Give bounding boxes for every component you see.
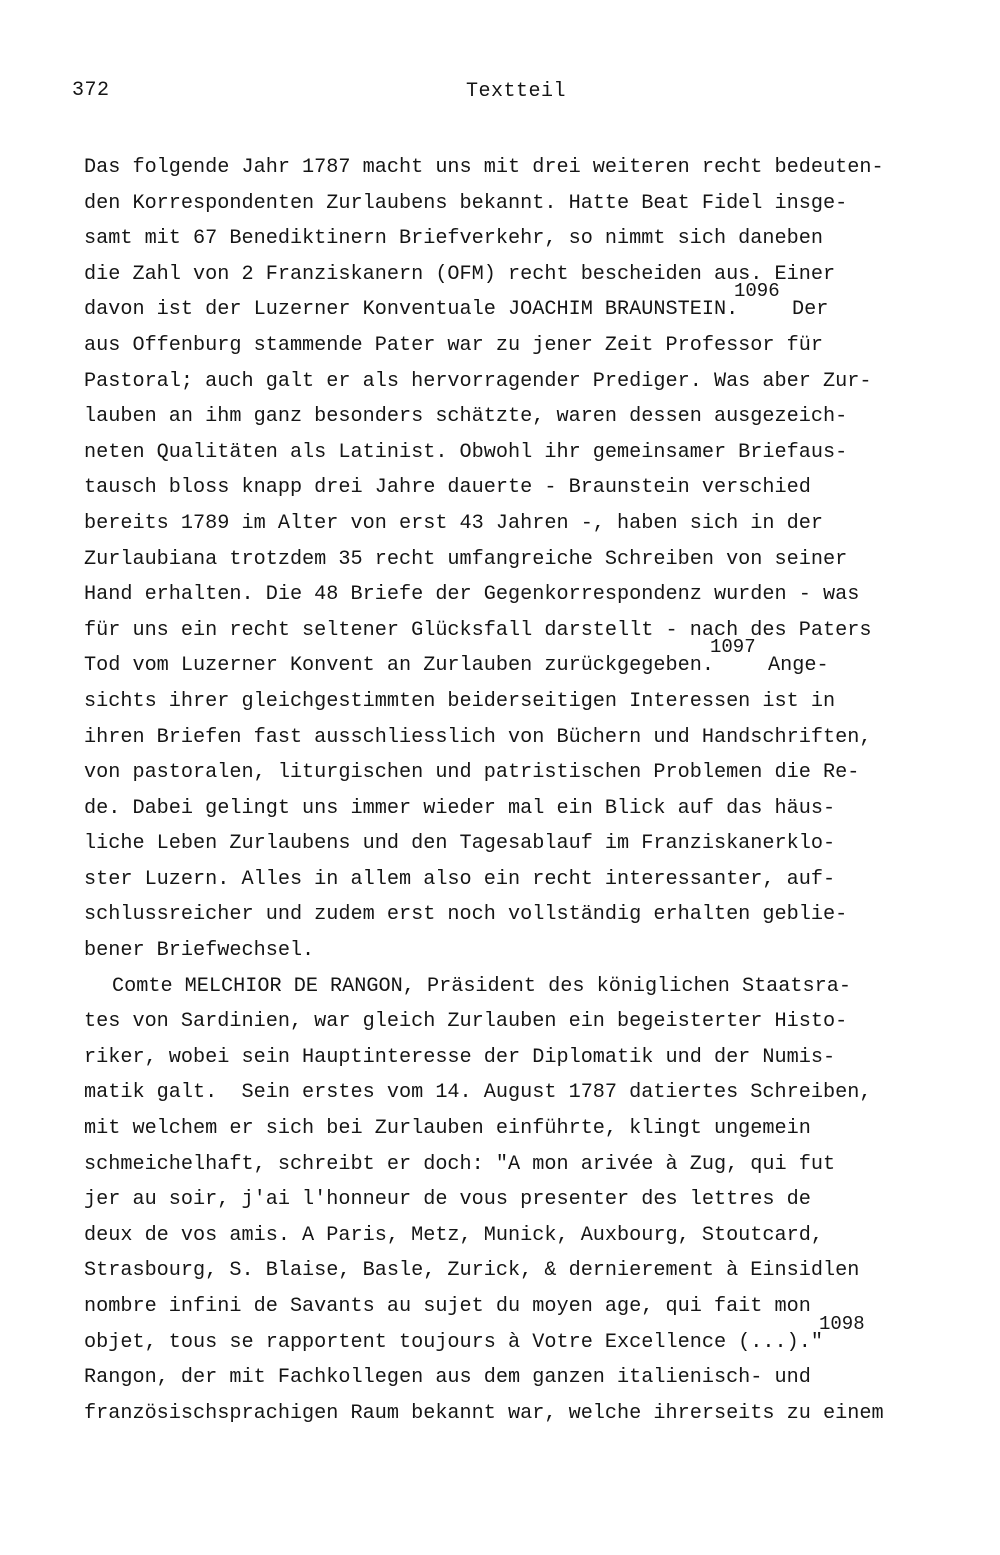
text-line xyxy=(84,720,984,756)
line-text: nombre infini de Savants au sujet du moyen age, qui fait mon xyxy=(84,1295,811,1318)
line-text-after-footnote: Ange- xyxy=(768,654,829,678)
page-number: 372 xyxy=(72,79,110,102)
line-text: ster Luzern. Alles in allem also ein recht interessanter, auf- xyxy=(84,867,836,891)
line-text: ihren Briefen fast ausschliesslich von Büchern und Handschriften, xyxy=(84,725,872,749)
text-line xyxy=(84,1004,984,1040)
text-line xyxy=(84,364,984,400)
line-text: objet, tous se rapportent toujours à Votre Excellence (...)." xyxy=(84,1330,823,1354)
line-text: die Zahl von 2 Franziskanern (OFM) recht bescheiden aus. Einer xyxy=(84,262,836,286)
text-line xyxy=(84,328,984,364)
line-text: deux de vos amis. A Paris, Metz, Munick, Auxbourg, Stoutcard, xyxy=(84,1223,823,1247)
line-text: für uns ein recht seltener Glücksfall darstellt - nach des Paters xyxy=(84,618,872,642)
text-line xyxy=(84,221,984,257)
text-line xyxy=(84,150,984,186)
text-line xyxy=(84,506,984,542)
line-text: Comte MELCHIOR DE RANGON, Präsident des königlichen Staatsra- xyxy=(112,974,851,998)
text-line xyxy=(84,577,984,613)
running-head: Textteil xyxy=(466,80,567,103)
text-line xyxy=(84,1182,984,1218)
line-text: mit welchem er sich bei Zurlauben einführte, klingt ungemein xyxy=(84,1117,811,1141)
line-text: schlussreicher und zudem erst noch vollständig erhalten geblie- xyxy=(84,903,848,927)
text-line xyxy=(84,1396,984,1432)
line-text: französischsprachigen Raum bekannt war, welche ihrerseits zu einem xyxy=(84,1401,884,1425)
text-line xyxy=(84,1218,984,1254)
text-line xyxy=(84,1312,984,1361)
text-line xyxy=(84,791,984,827)
text-line xyxy=(84,435,984,471)
text-line xyxy=(84,862,984,898)
line-text: lauben an ihm ganz besonders schätzte, waren dessen ausgezeich- xyxy=(84,405,848,429)
line-text: Das folgende Jahr 1787 macht uns mit drei weiteren recht bedeuten- xyxy=(84,156,884,179)
line-text: samt mit 67 Benediktinern Briefverkehr, so nimmt sich daneben xyxy=(84,227,823,251)
line-text: tes von Sardinien, war gleich Zurlauben ein begeisterter Histo- xyxy=(84,1010,848,1034)
text-line xyxy=(84,826,984,862)
text-line xyxy=(84,1111,984,1147)
text-line xyxy=(84,969,984,1005)
line-text: bereits 1789 im Alter von erst 43 Jahren -, haben sich in der xyxy=(84,511,823,535)
line-text: matik galt. Sein erstes vom 14. August 1787 datiertes Schreiben, xyxy=(84,1081,872,1105)
text-line xyxy=(84,755,984,791)
body-text xyxy=(84,150,984,1431)
line-text: den Korrespondenten Zurlaubens bekannt. Hatte Beat Fidel insge- xyxy=(84,191,848,215)
line-text: davon ist der Luzerner Konventuale JOACHIM BRAUNSTEIN. xyxy=(84,298,739,322)
text-line xyxy=(84,542,984,578)
line-text: Tod vom Luzerner Konvent an Zurlauben zurückgegeben. xyxy=(84,654,714,678)
line-text: aus Offenburg stammende Pater war zu jener Zeit Professor für xyxy=(84,333,823,357)
line-text: liche Leben Zurlaubens und den Tagesablauf im Franziskanerklo- xyxy=(84,832,836,856)
line-text: tausch bloss knapp drei Jahre dauerte - Braunstein verschied xyxy=(84,476,811,500)
text-line xyxy=(84,186,984,222)
text-line xyxy=(84,1040,984,1076)
line-text: von pastoralen, liturgischen und patristischen Problemen die Re- xyxy=(84,761,860,785)
text-line xyxy=(84,280,984,328)
text-line xyxy=(84,1147,984,1183)
text-line xyxy=(84,399,984,435)
footnote-reference: 1098 xyxy=(819,1312,865,1335)
footnote-reference: 1096 xyxy=(734,280,780,303)
text-line xyxy=(84,897,984,933)
text-line xyxy=(84,470,984,506)
line-text: bener Briefwechsel. xyxy=(84,939,315,963)
line-text: Strasbourg, S. Blaise, Basle, Zurick, & dernierement à Einsidlen xyxy=(84,1259,860,1283)
text-line xyxy=(84,684,984,720)
line-text: Pastoral; auch galt er als hervorragender Prediger. Was aber Zur- xyxy=(84,369,872,393)
line-text: neten Qualitäten als Latinist. Obwohl ihr gemeinsamer Briefaus- xyxy=(84,440,848,464)
line-text: jer au soir, j'ai l'honneur de vous presenter des lettres de xyxy=(84,1188,811,1212)
line-text: Zurlaubiana trotzdem 35 recht umfangreiche Schreiben von seiner xyxy=(84,547,848,571)
line-text: sichts ihrer gleichgestimmten beiderseitigen Interessen ist in xyxy=(84,689,836,713)
line-text: Rangon, der mit Fachkollegen aus dem ganzen italienisch- und xyxy=(84,1366,811,1390)
line-text: riker, wobei sein Hauptinteresse der Diplomatik und der Numis- xyxy=(84,1045,836,1069)
line-text-after-footnote: Der xyxy=(792,298,829,322)
text-line xyxy=(84,1360,984,1396)
footnote-reference: 1097 xyxy=(710,636,756,659)
line-text: schmeichelhaft, schreibt er doch: "A mon arivée à Zug, qui fut xyxy=(84,1152,836,1176)
text-line xyxy=(84,1253,984,1289)
text-line xyxy=(84,257,984,293)
text-line xyxy=(84,636,984,684)
text-line xyxy=(84,613,984,649)
text-line xyxy=(84,1075,984,1111)
text-line xyxy=(84,933,984,969)
line-text: de. Dabei gelingt uns immer wieder mal ein Blick auf das häus- xyxy=(84,796,836,820)
line-text: Hand erhalten. Die 48 Briefe der Gegenkorrespondenz wurden - was xyxy=(84,583,860,607)
